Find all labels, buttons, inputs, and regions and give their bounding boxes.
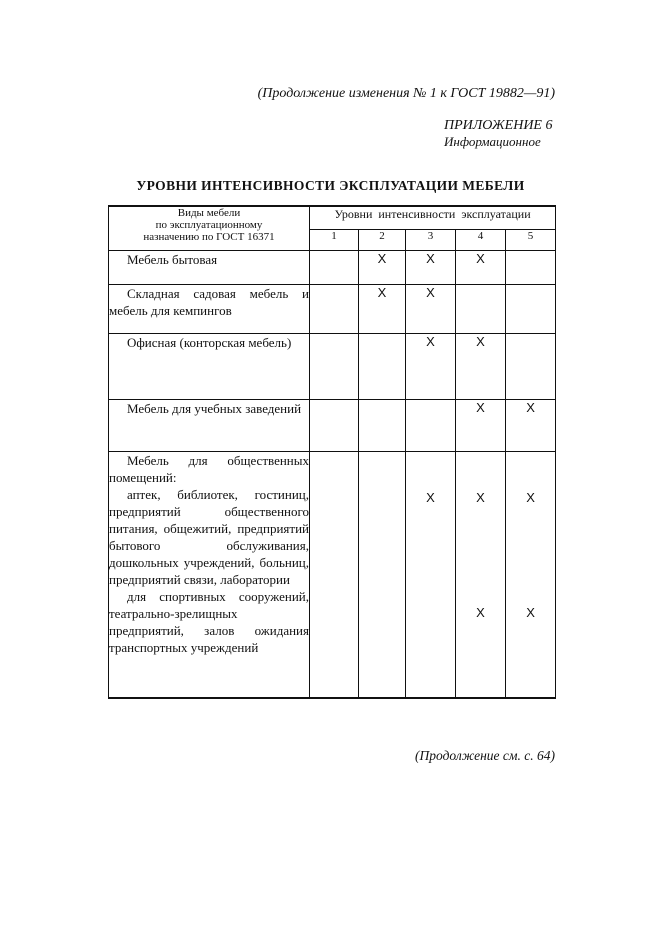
mark-cell bbox=[359, 334, 406, 400]
mark-cell: X bbox=[406, 285, 456, 334]
table-row bbox=[109, 334, 556, 400]
mark-cell bbox=[310, 251, 359, 285]
table-row bbox=[109, 285, 556, 334]
level-5-header: 5 bbox=[506, 230, 556, 251]
mark-cell: X bbox=[456, 400, 506, 452]
mark-cell bbox=[506, 334, 556, 400]
furniture-type-header: Виды мебели по эксплуатационному назначению по ГОСТ 16371 bbox=[109, 206, 310, 251]
level-4-header: 4 bbox=[456, 230, 506, 251]
appendix-label bbox=[444, 118, 552, 150]
mark-cell bbox=[310, 334, 359, 400]
appendix-type: Информационное bbox=[444, 134, 541, 149]
mark-cell bbox=[359, 400, 406, 452]
levels-header: Уровни интенсивности эксплуатации bbox=[310, 206, 556, 230]
mark-cell bbox=[506, 251, 556, 285]
mark-cell: X X bbox=[506, 452, 556, 698]
appendix-number: ПРИЛОЖЕНИЕ 6 bbox=[444, 118, 553, 133]
table-row bbox=[109, 251, 556, 285]
level-1-header: 1 bbox=[310, 230, 359, 251]
mark-cell: X bbox=[506, 400, 556, 452]
row-description: Офисная (конторская мебель) bbox=[109, 334, 310, 400]
mark-cell bbox=[456, 285, 506, 334]
row-description: Мебель для учебных заведений bbox=[109, 400, 310, 452]
table-row bbox=[109, 452, 556, 698]
mark-cell bbox=[406, 400, 456, 452]
level-3-header: 3 bbox=[406, 230, 456, 251]
mark-cell bbox=[310, 400, 359, 452]
document-title: УРОВНИ ИНТЕНСИВНОСТИ ЭКСПЛУАТАЦИИ МЕБЕЛИ bbox=[136, 178, 525, 193]
table-header-row bbox=[109, 206, 556, 230]
mark-cell: X bbox=[456, 251, 506, 285]
level-2-header: 2 bbox=[359, 230, 406, 251]
mark-cell: X bbox=[359, 251, 406, 285]
continuation-footer: (Продолжение см. с. 64) bbox=[415, 748, 555, 763]
mark-cell: X bbox=[406, 452, 456, 698]
mark-cell: X X bbox=[456, 452, 506, 698]
mark-cell: X bbox=[406, 334, 456, 400]
mark-cell: X bbox=[359, 285, 406, 334]
continuation-header: (Продолжение изменения № 1 к ГОСТ 19882—91) bbox=[257, 86, 555, 101]
row-description: Мебель для общественных помещений: аптек, библиотек, гостиниц, предприятий общественного питания, общежитий, предприятий бытового обслуживания, дошкольных учреждений, больниц, предприятий связи, лаборатории для спортивных сооружений, театрально-зрелищных предприятий, залов ожидания транспортных учреждений bbox=[109, 452, 310, 698]
mark-cell bbox=[310, 285, 359, 334]
row-description: Мебель бытовая bbox=[109, 251, 310, 285]
table-row bbox=[109, 400, 556, 452]
intensity-table bbox=[108, 205, 556, 699]
mark-cell: X bbox=[456, 334, 506, 400]
row-description: Складная садовая мебель и мебель для кемпингов bbox=[109, 285, 310, 334]
mark-cell bbox=[506, 285, 556, 334]
mark-cell bbox=[310, 452, 359, 698]
mark-cell bbox=[359, 452, 406, 698]
mark-cell: X bbox=[406, 251, 456, 285]
